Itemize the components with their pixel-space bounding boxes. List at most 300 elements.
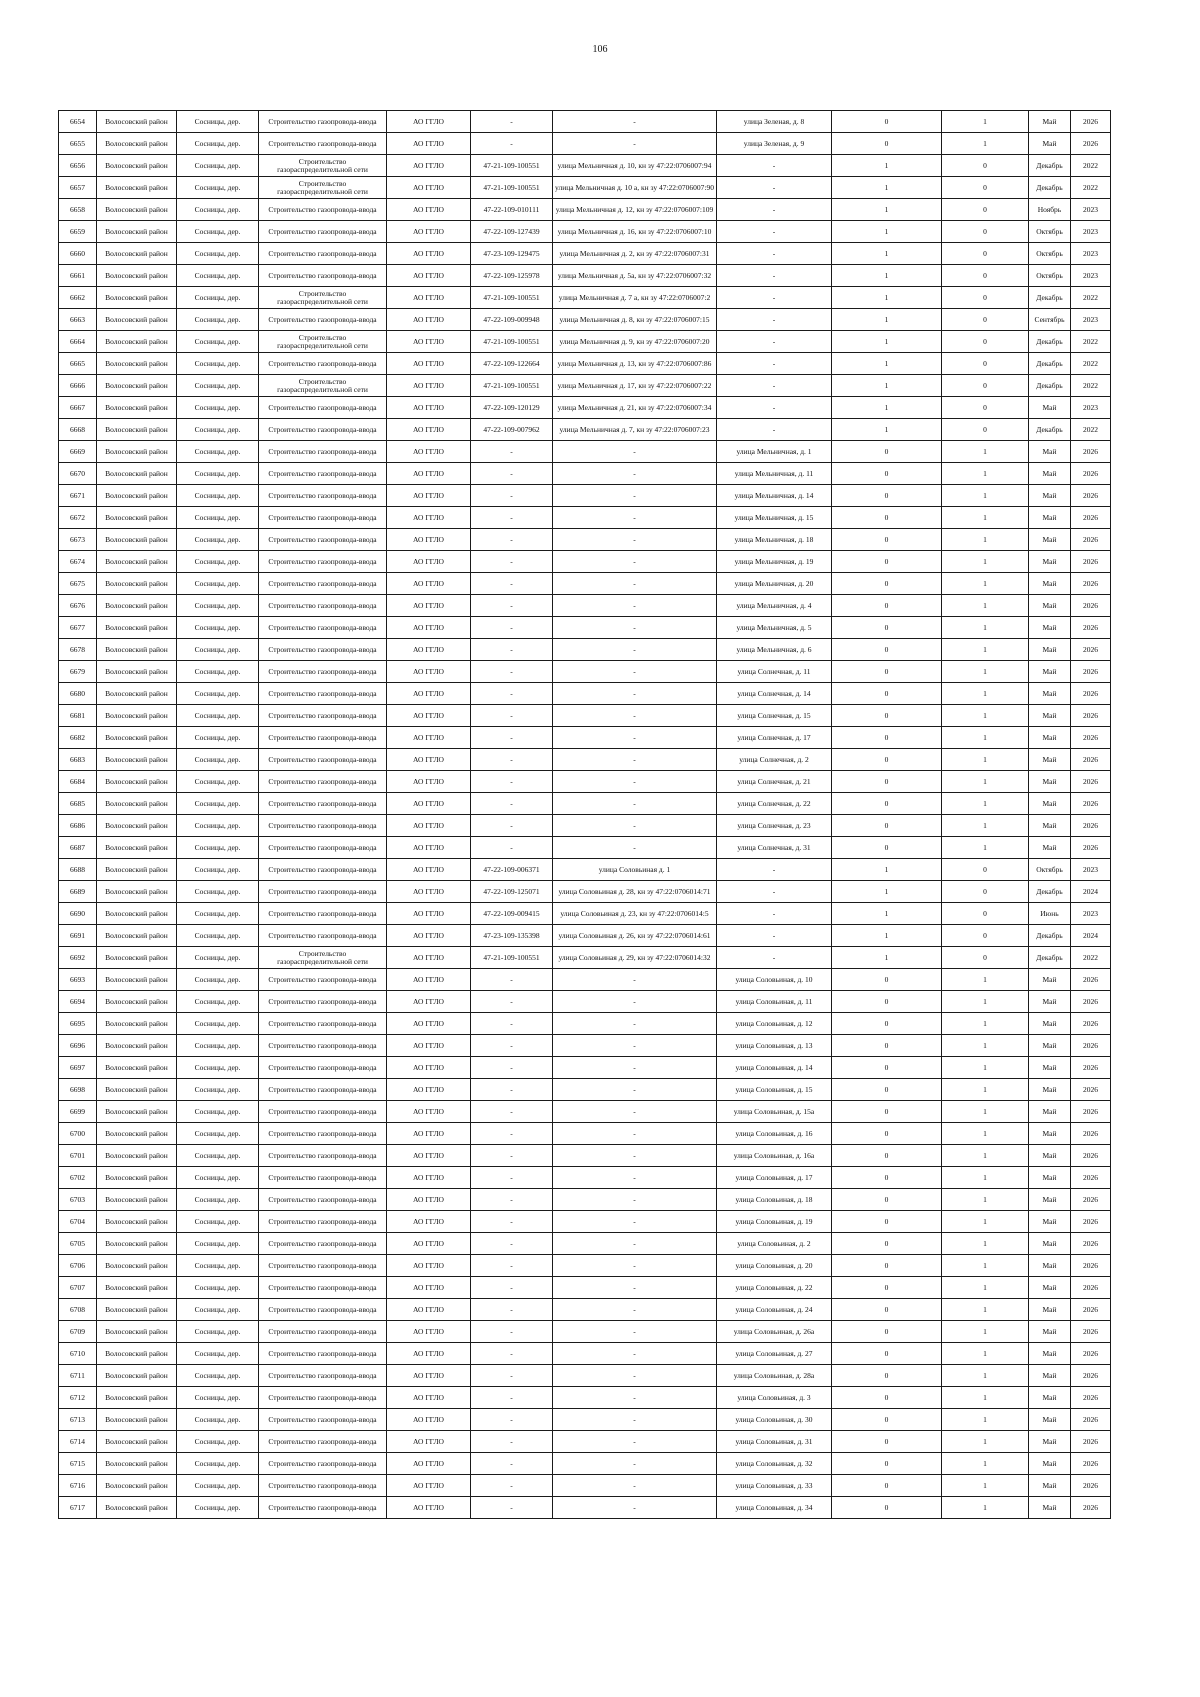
- cadastral-address-cell: -: [553, 1299, 717, 1321]
- organization-cell: АО ГГЛО: [387, 595, 471, 617]
- month-cell: Май: [1029, 1167, 1071, 1189]
- address-cell: улица Соловьиная, д. 33: [717, 1475, 832, 1497]
- count-a-cell: 1: [832, 881, 942, 903]
- district-cell: Волосовский район: [97, 1233, 177, 1255]
- month-cell: Май: [1029, 1365, 1071, 1387]
- settlement-cell: Сосницы, дер.: [177, 1475, 259, 1497]
- district-cell: Волосовский район: [97, 463, 177, 485]
- organization-cell: АО ГГЛО: [387, 1013, 471, 1035]
- table-row: [59, 1189, 1111, 1211]
- settlement-cell: Сосницы, дер.: [177, 1255, 259, 1277]
- work-type-cell: Строительство газопровода-ввода: [259, 463, 387, 485]
- address-cell: улица Солнечная, д. 14: [717, 683, 832, 705]
- count-b-cell: 1: [942, 507, 1029, 529]
- work-type-cell: Строительство газопровода-ввода: [259, 1475, 387, 1497]
- count-a-cell: 0: [832, 1211, 942, 1233]
- table-row: [59, 375, 1111, 397]
- count-b-cell: 1: [942, 771, 1029, 793]
- cadastral-address-cell: -: [553, 727, 717, 749]
- work-type-cell: Строительство газораспределительной сети: [259, 375, 387, 397]
- table-row: [59, 1431, 1111, 1453]
- year-cell: 2026: [1071, 1189, 1111, 1211]
- organization-cell: АО ГГЛО: [387, 1365, 471, 1387]
- count-a-cell: 0: [832, 793, 942, 815]
- contract-number-cell: 47-22-109-125071: [471, 881, 553, 903]
- table-row: [59, 199, 1111, 221]
- settlement-cell: Сосницы, дер.: [177, 1013, 259, 1035]
- count-a-cell: 1: [832, 925, 942, 947]
- organization-cell: АО ГГЛО: [387, 111, 471, 133]
- year-cell: 2022: [1071, 177, 1111, 199]
- address-cell: улица Зеленая, д. 8: [717, 111, 832, 133]
- district-cell: Волосовский район: [97, 859, 177, 881]
- address-cell: -: [717, 287, 832, 309]
- month-cell: Май: [1029, 551, 1071, 573]
- row-number: 6659: [59, 221, 97, 243]
- row-number: 6673: [59, 529, 97, 551]
- cadastral-address-cell: -: [553, 705, 717, 727]
- contract-number-cell: -: [471, 1497, 553, 1519]
- month-cell: Май: [1029, 1013, 1071, 1035]
- count-a-cell: 1: [832, 331, 942, 353]
- district-cell: Волосовский район: [97, 771, 177, 793]
- count-a-cell: 0: [832, 1277, 942, 1299]
- contract-number-cell: 47-22-109-009415: [471, 903, 553, 925]
- address-cell: улица Соловьиная, д. 22: [717, 1277, 832, 1299]
- settlement-cell: Сосницы, дер.: [177, 705, 259, 727]
- district-cell: Волосовский район: [97, 375, 177, 397]
- count-b-cell: 1: [942, 639, 1029, 661]
- work-type-cell: Строительство газопровода-ввода: [259, 727, 387, 749]
- settlement-cell: Сосницы, дер.: [177, 903, 259, 925]
- cadastral-address-cell: улица Мельничная д. 7, кн зу 47:22:0706007:23: [553, 419, 717, 441]
- contract-number-cell: 47-21-109-100551: [471, 155, 553, 177]
- row-number: 6681: [59, 705, 97, 727]
- year-cell: 2026: [1071, 837, 1111, 859]
- work-type-cell: Строительство газопровода-ввода: [259, 991, 387, 1013]
- contract-number-cell: -: [471, 529, 553, 551]
- settlement-cell: Сосницы, дер.: [177, 419, 259, 441]
- count-a-cell: 0: [832, 1387, 942, 1409]
- row-number: 6667: [59, 397, 97, 419]
- count-a-cell: 1: [832, 903, 942, 925]
- row-number: 6709: [59, 1321, 97, 1343]
- year-cell: 2022: [1071, 419, 1111, 441]
- cadastral-address-cell: улица Соловьиная д. 23, кн зу 47:22:0706014:5: [553, 903, 717, 925]
- month-cell: Декабрь: [1029, 881, 1071, 903]
- district-cell: Волосовский район: [97, 155, 177, 177]
- count-b-cell: 0: [942, 903, 1029, 925]
- work-type-cell: Строительство газопровода-ввода: [259, 903, 387, 925]
- district-cell: Волосовский район: [97, 1475, 177, 1497]
- cadastral-address-cell: улица Мельничная д. 10 а, кн зу 47:22:0706007:90: [553, 177, 717, 199]
- count-a-cell: 1: [832, 397, 942, 419]
- contract-number-cell: 47-22-109-006371: [471, 859, 553, 881]
- table-row: [59, 551, 1111, 573]
- settlement-cell: Сосницы, дер.: [177, 309, 259, 331]
- row-number: 6706: [59, 1255, 97, 1277]
- year-cell: 2026: [1071, 815, 1111, 837]
- month-cell: Октябрь: [1029, 243, 1071, 265]
- table-row: [59, 529, 1111, 551]
- count-b-cell: 1: [942, 441, 1029, 463]
- year-cell: 2026: [1071, 529, 1111, 551]
- month-cell: Май: [1029, 397, 1071, 419]
- count-a-cell: 0: [832, 507, 942, 529]
- count-a-cell: 0: [832, 1255, 942, 1277]
- district-cell: Волосовский район: [97, 353, 177, 375]
- month-cell: Май: [1029, 1145, 1071, 1167]
- row-number: 6702: [59, 1167, 97, 1189]
- table-row: [59, 221, 1111, 243]
- month-cell: Май: [1029, 1277, 1071, 1299]
- cadastral-address-cell: -: [553, 1233, 717, 1255]
- cadastral-address-cell: улица Мельничная д. 7 а, кн зу 47:22:0706007:2: [553, 287, 717, 309]
- row-number: 6656: [59, 155, 97, 177]
- count-b-cell: 1: [942, 133, 1029, 155]
- work-type-cell: Строительство газопровода-ввода: [259, 1409, 387, 1431]
- contract-number-cell: 47-21-109-100551: [471, 375, 553, 397]
- year-cell: 2026: [1071, 1167, 1111, 1189]
- contract-number-cell: -: [471, 551, 553, 573]
- organization-cell: АО ГГЛО: [387, 1299, 471, 1321]
- table-row: [59, 177, 1111, 199]
- year-cell: 2026: [1071, 1431, 1111, 1453]
- row-number: 6708: [59, 1299, 97, 1321]
- contract-number-cell: -: [471, 1233, 553, 1255]
- address-cell: -: [717, 925, 832, 947]
- count-b-cell: 1: [942, 661, 1029, 683]
- work-type-cell: Строительство газопровода-ввода: [259, 111, 387, 133]
- year-cell: 2026: [1071, 1145, 1111, 1167]
- month-cell: Октябрь: [1029, 859, 1071, 881]
- district-cell: Волосовский район: [97, 573, 177, 595]
- year-cell: 2026: [1071, 1409, 1111, 1431]
- cadastral-address-cell: улица Мельничная д. 13, кн зу 47:22:0706007:86: [553, 353, 717, 375]
- cadastral-address-cell: -: [553, 1365, 717, 1387]
- month-cell: Май: [1029, 485, 1071, 507]
- organization-cell: АО ГГЛО: [387, 1233, 471, 1255]
- settlement-cell: Сосницы, дер.: [177, 771, 259, 793]
- month-cell: Декабрь: [1029, 177, 1071, 199]
- month-cell: Июнь: [1029, 903, 1071, 925]
- count-b-cell: 1: [942, 1101, 1029, 1123]
- row-number: 6714: [59, 1431, 97, 1453]
- cadastral-address-cell: -: [553, 639, 717, 661]
- contract-number-cell: -: [471, 133, 553, 155]
- address-cell: -: [717, 309, 832, 331]
- table-row: [59, 1409, 1111, 1431]
- address-cell: улица Зеленая, д. 9: [717, 133, 832, 155]
- work-type-cell: Строительство газораспределительной сети: [259, 155, 387, 177]
- work-type-cell: Строительство газопровода-ввода: [259, 969, 387, 991]
- count-b-cell: 1: [942, 793, 1029, 815]
- year-cell: 2026: [1071, 1321, 1111, 1343]
- district-cell: Волосовский район: [97, 1167, 177, 1189]
- year-cell: 2026: [1071, 617, 1111, 639]
- address-cell: улица Мельничная, д. 15: [717, 507, 832, 529]
- contract-number-cell: -: [471, 463, 553, 485]
- row-number: 6683: [59, 749, 97, 771]
- work-type-cell: Строительство газопровода-ввода: [259, 1101, 387, 1123]
- count-a-cell: 0: [832, 485, 942, 507]
- organization-cell: АО ГГЛО: [387, 1431, 471, 1453]
- year-cell: 2026: [1071, 1453, 1111, 1475]
- count-a-cell: 0: [832, 1233, 942, 1255]
- count-a-cell: 1: [832, 199, 942, 221]
- row-number: 6661: [59, 265, 97, 287]
- cadastral-address-cell: -: [553, 1013, 717, 1035]
- district-cell: Волосовский район: [97, 287, 177, 309]
- organization-cell: АО ГГЛО: [387, 463, 471, 485]
- table-row: [59, 793, 1111, 815]
- year-cell: 2026: [1071, 485, 1111, 507]
- organization-cell: АО ГГЛО: [387, 683, 471, 705]
- contract-number-cell: -: [471, 1409, 553, 1431]
- row-number: 6687: [59, 837, 97, 859]
- row-number: 6654: [59, 111, 97, 133]
- work-type-cell: Строительство газораспределительной сети: [259, 177, 387, 199]
- settlement-cell: Сосницы, дер.: [177, 991, 259, 1013]
- work-type-cell: Строительство газопровода-ввода: [259, 661, 387, 683]
- year-cell: 2026: [1071, 1387, 1111, 1409]
- settlement-cell: Сосницы, дер.: [177, 375, 259, 397]
- month-cell: Май: [1029, 441, 1071, 463]
- month-cell: Май: [1029, 133, 1071, 155]
- table-row: [59, 507, 1111, 529]
- address-cell: улица Соловьиная, д. 18: [717, 1189, 832, 1211]
- count-a-cell: 0: [832, 969, 942, 991]
- count-b-cell: 0: [942, 881, 1029, 903]
- work-type-cell: Строительство газопровода-ввода: [259, 507, 387, 529]
- contract-number-cell: -: [471, 1453, 553, 1475]
- row-number: 6665: [59, 353, 97, 375]
- year-cell: 2026: [1071, 1365, 1111, 1387]
- organization-cell: АО ГГЛО: [387, 199, 471, 221]
- district-cell: Волосовский район: [97, 1057, 177, 1079]
- contract-number-cell: 47-22-109-125978: [471, 265, 553, 287]
- cadastral-address-cell: улица Соловьиная д. 29, кн зу 47:22:0706014:32: [553, 947, 717, 969]
- address-cell: улица Солнечная, д. 2: [717, 749, 832, 771]
- cadastral-address-cell: улица Мельничная д. 16, кн зу 47:22:0706007:10: [553, 221, 717, 243]
- address-cell: улица Соловьиная, д. 30: [717, 1409, 832, 1431]
- cadastral-address-cell: -: [553, 683, 717, 705]
- count-b-cell: 0: [942, 265, 1029, 287]
- cadastral-address-cell: -: [553, 1431, 717, 1453]
- work-type-cell: Строительство газопровода-ввода: [259, 1277, 387, 1299]
- cadastral-address-cell: улица Мельничная д. 9, кн зу 47:22:0706007:20: [553, 331, 717, 353]
- address-cell: улица Мельничная, д. 6: [717, 639, 832, 661]
- row-number: 6705: [59, 1233, 97, 1255]
- table-row: [59, 705, 1111, 727]
- work-type-cell: Строительство газопровода-ввода: [259, 683, 387, 705]
- count-b-cell: 1: [942, 111, 1029, 133]
- contract-number-cell: 47-21-109-100551: [471, 287, 553, 309]
- year-cell: 2026: [1071, 1057, 1111, 1079]
- year-cell: 2022: [1071, 331, 1111, 353]
- row-number: 6664: [59, 331, 97, 353]
- month-cell: Май: [1029, 683, 1071, 705]
- count-b-cell: 0: [942, 331, 1029, 353]
- table-row: [59, 1343, 1111, 1365]
- address-cell: улица Мельничная, д. 20: [717, 573, 832, 595]
- settlement-cell: Сосницы, дер.: [177, 1299, 259, 1321]
- contract-number-cell: -: [471, 617, 553, 639]
- year-cell: 2026: [1071, 1277, 1111, 1299]
- address-cell: -: [717, 265, 832, 287]
- year-cell: 2026: [1071, 1013, 1111, 1035]
- district-cell: Волосовский район: [97, 1321, 177, 1343]
- organization-cell: АО ГГЛО: [387, 397, 471, 419]
- work-type-cell: Строительство газопровода-ввода: [259, 551, 387, 573]
- settlement-cell: Сосницы, дер.: [177, 881, 259, 903]
- month-cell: Май: [1029, 1497, 1071, 1519]
- organization-cell: АО ГГЛО: [387, 419, 471, 441]
- count-b-cell: 0: [942, 375, 1029, 397]
- settlement-cell: Сосницы, дер.: [177, 727, 259, 749]
- count-a-cell: 0: [832, 551, 942, 573]
- month-cell: Май: [1029, 1299, 1071, 1321]
- month-cell: Декабрь: [1029, 947, 1071, 969]
- organization-cell: АО ГГЛО: [387, 353, 471, 375]
- table-row: [59, 463, 1111, 485]
- settlement-cell: Сосницы, дер.: [177, 1233, 259, 1255]
- table-row: [59, 1453, 1111, 1475]
- month-cell: Май: [1029, 1321, 1071, 1343]
- contract-number-cell: -: [471, 749, 553, 771]
- month-cell: Май: [1029, 529, 1071, 551]
- month-cell: Май: [1029, 749, 1071, 771]
- organization-cell: АО ГГЛО: [387, 617, 471, 639]
- table-row: [59, 1079, 1111, 1101]
- cadastral-address-cell: -: [553, 1409, 717, 1431]
- table-row: [59, 331, 1111, 353]
- count-a-cell: 0: [832, 573, 942, 595]
- organization-cell: АО ГГЛО: [387, 903, 471, 925]
- organization-cell: АО ГГЛО: [387, 1167, 471, 1189]
- count-b-cell: 1: [942, 595, 1029, 617]
- organization-cell: АО ГГЛО: [387, 969, 471, 991]
- address-cell: -: [717, 177, 832, 199]
- count-b-cell: 0: [942, 155, 1029, 177]
- contract-number-cell: 47-22-109-009948: [471, 309, 553, 331]
- work-type-cell: Строительство газопровода-ввода: [259, 243, 387, 265]
- work-type-cell: Строительство газопровода-ввода: [259, 881, 387, 903]
- contract-number-cell: 47-21-109-100551: [471, 947, 553, 969]
- count-b-cell: 1: [942, 1189, 1029, 1211]
- settlement-cell: Сосницы, дер.: [177, 1123, 259, 1145]
- row-number: 6685: [59, 793, 97, 815]
- district-cell: Волосовский район: [97, 441, 177, 463]
- count-a-cell: 0: [832, 1035, 942, 1057]
- month-cell: Сентябрь: [1029, 309, 1071, 331]
- count-b-cell: 1: [942, 1123, 1029, 1145]
- count-b-cell: 1: [942, 1365, 1029, 1387]
- row-number: 6695: [59, 1013, 97, 1035]
- count-b-cell: 1: [942, 463, 1029, 485]
- table-row: [59, 617, 1111, 639]
- address-cell: улица Мельничная, д. 19: [717, 551, 832, 573]
- table-row: [59, 1035, 1111, 1057]
- organization-cell: АО ГГЛО: [387, 1453, 471, 1475]
- month-cell: Май: [1029, 1453, 1071, 1475]
- address-cell: улица Солнечная, д. 17: [717, 727, 832, 749]
- count-a-cell: 0: [832, 133, 942, 155]
- month-cell: Май: [1029, 1233, 1071, 1255]
- contract-number-cell: -: [471, 815, 553, 837]
- table-row: [59, 353, 1111, 375]
- organization-cell: АО ГГЛО: [387, 749, 471, 771]
- organization-cell: АО ГГЛО: [387, 243, 471, 265]
- year-cell: 2026: [1071, 551, 1111, 573]
- count-b-cell: 1: [942, 1299, 1029, 1321]
- cadastral-address-cell: -: [553, 815, 717, 837]
- work-type-cell: Строительство газопровода-ввода: [259, 353, 387, 375]
- month-cell: Май: [1029, 991, 1071, 1013]
- year-cell: 2026: [1071, 705, 1111, 727]
- settlement-cell: Сосницы, дер.: [177, 133, 259, 155]
- settlement-cell: Сосницы, дер.: [177, 1035, 259, 1057]
- work-type-cell: Строительство газопровода-ввода: [259, 199, 387, 221]
- row-number: 6693: [59, 969, 97, 991]
- year-cell: 2022: [1071, 287, 1111, 309]
- contract-number-cell: -: [471, 969, 553, 991]
- settlement-cell: Сосницы, дер.: [177, 1453, 259, 1475]
- organization-cell: АО ГГЛО: [387, 287, 471, 309]
- organization-cell: АО ГГЛО: [387, 1145, 471, 1167]
- count-a-cell: 1: [832, 265, 942, 287]
- settlement-cell: Сосницы, дер.: [177, 1409, 259, 1431]
- work-type-cell: Строительство газопровода-ввода: [259, 705, 387, 727]
- page-number: 106: [592, 44, 608, 55]
- settlement-cell: Сосницы, дер.: [177, 177, 259, 199]
- district-cell: Волосовский район: [97, 1497, 177, 1519]
- cadastral-address-cell: -: [553, 485, 717, 507]
- count-a-cell: 0: [832, 1321, 942, 1343]
- row-number: 6666: [59, 375, 97, 397]
- cadastral-address-cell: улица Мельничная д. 2, кн зу 47:22:0706007:31: [553, 243, 717, 265]
- work-type-cell: Строительство газопровода-ввода: [259, 859, 387, 881]
- year-cell: 2026: [1071, 661, 1111, 683]
- address-cell: улица Соловьиная, д. 20: [717, 1255, 832, 1277]
- organization-cell: АО ГГЛО: [387, 947, 471, 969]
- year-cell: 2026: [1071, 573, 1111, 595]
- settlement-cell: Сосницы, дер.: [177, 507, 259, 529]
- district-cell: Волосовский район: [97, 1255, 177, 1277]
- address-cell: -: [717, 903, 832, 925]
- row-number: 6660: [59, 243, 97, 265]
- contract-number-cell: -: [471, 705, 553, 727]
- row-number: 6676: [59, 595, 97, 617]
- table-row: [59, 309, 1111, 331]
- address-cell: -: [717, 221, 832, 243]
- year-cell: 2026: [1071, 1255, 1111, 1277]
- row-number: 6700: [59, 1123, 97, 1145]
- count-b-cell: 0: [942, 419, 1029, 441]
- year-cell: 2026: [1071, 639, 1111, 661]
- cadastral-address-cell: -: [553, 771, 717, 793]
- address-cell: улица Соловьиная, д. 16а: [717, 1145, 832, 1167]
- count-b-cell: 1: [942, 969, 1029, 991]
- district-cell: Волосовский район: [97, 661, 177, 683]
- settlement-cell: Сосницы, дер.: [177, 551, 259, 573]
- row-number: 6716: [59, 1475, 97, 1497]
- table-row: [59, 1101, 1111, 1123]
- year-cell: 2026: [1071, 1035, 1111, 1057]
- contract-number-cell: 47-23-109-135398: [471, 925, 553, 947]
- count-b-cell: 1: [942, 551, 1029, 573]
- organization-cell: АО ГГЛО: [387, 177, 471, 199]
